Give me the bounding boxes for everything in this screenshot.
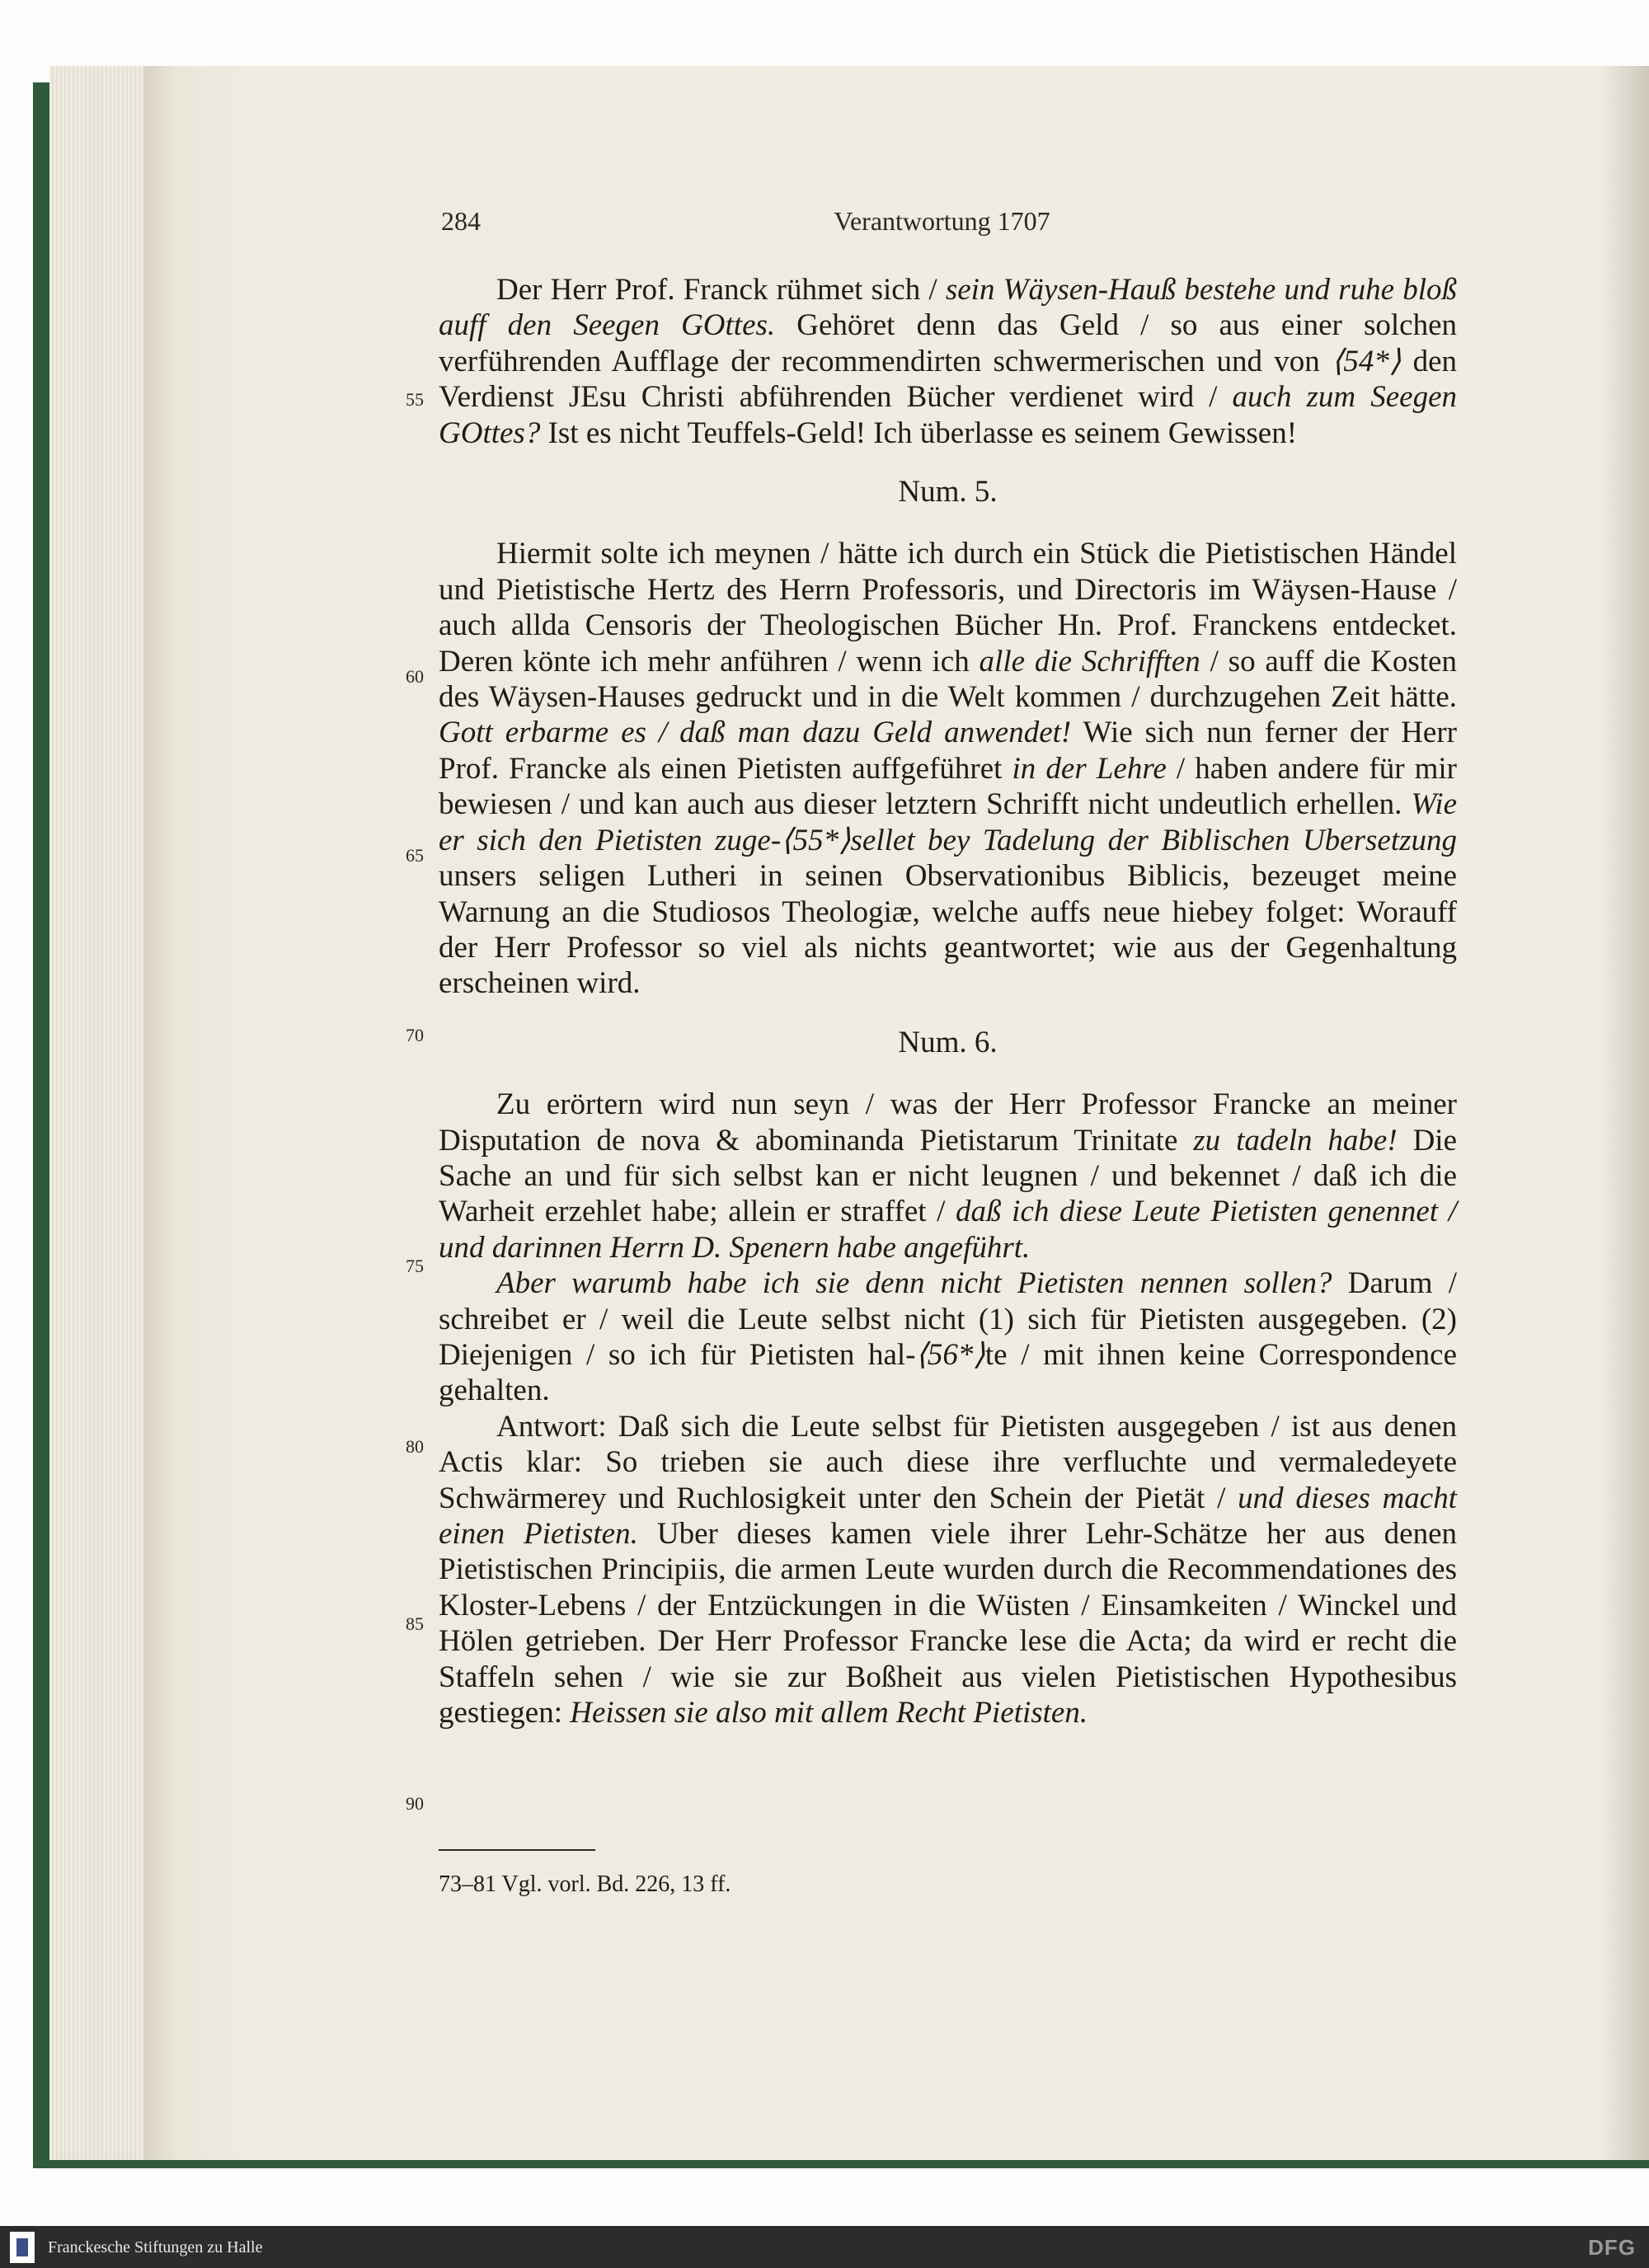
italic-text: sein Wäysen-Hauß bestehe und ruhe bloß auff den Seegen GOttes. <box>439 273 1457 343</box>
italic-text: alle die Schrifften <box>979 644 1200 679</box>
text-run: Hiermit solte ich meynen / hätte ich durch ein Stück die Pietistischen Händel und Pietistische Hertz des Herrn Professoris, und Directoris im Wäysen-Hause / auch allda Censoris der Theologischen Bücher Hn. Prof. Franckens entdecket. Deren könte ich mehr anführen / wenn ich <box>439 537 1457 679</box>
paragraph <box>439 272 1457 451</box>
text-run: Zu erörtern wird nun seyn / was der Herr Professor Francke an meiner Disputation de nova & abominanda Pietistarum Trinitate <box>439 1087 1457 1157</box>
line-number: 65 <box>406 845 424 866</box>
text-run: unsers seligen Lutheri in seinen Observationibus Biblicis, bezeuget meine Warnung an die Studiosos Theologiæ, welche auffs neue hiebey folget: Worauff der Herr Professor so viel als nichts geantwortet; wie aus der Gegenhaltung erscheinen wird. <box>439 859 1457 1001</box>
italic-text: zu tadeln habe! <box>1193 1123 1398 1157</box>
text-run: Antwort: Daß sich die Leute selbst für Pietisten ausgegeben / ist aus denen Actis klar: So trieben sie auch diese ihre verfluchte und vermaledeyete Schwärmerey und Ruchlosigkeit unter den Schein der Pietät / <box>439 1409 1457 1515</box>
text-run: Die Sache an und für sich selbst kan er nicht leugnen / und bekennet / daß ich die Warheit erzehlet habe; allein er straffet / <box>439 1123 1457 1229</box>
line-number: 55 <box>406 389 424 410</box>
italic-text: in der Lehre <box>1012 751 1167 786</box>
text-run: Darum / schreibet er / weil die Leute selbst nicht (1) sich für Pietisten ausgegeben. (2) Diejenigen / so ich für Pietisten hal- <box>439 1266 1457 1372</box>
italic-text: Aber warumb habe ich sie denn nicht Pietisten nennen sollen? <box>496 1266 1332 1301</box>
italic-text: und dieses macht einen Pietisten. <box>439 1481 1457 1551</box>
italic-text: auch zum Seegen GOttes? <box>439 380 1457 450</box>
body-text <box>439 272 1457 1730</box>
paragraph <box>439 1087 1457 1265</box>
text-run: / haben andere für mir bewiesen / und kan auch aus dieser letztern Schrifft nicht undeutlich erhellen. <box>439 751 1457 822</box>
running-head <box>441 206 1443 247</box>
institution-name: Franckesche Stiftungen zu Halle <box>48 2238 263 2256</box>
text-run: Gehöret denn das Geld / so aus einer solchen verführenden Aufflage der recommendirten schwermerischen und von <box>439 308 1457 378</box>
dfg-logo: DFG <box>1588 2235 1636 2260</box>
italic-text: Wie er sich den Pietisten zuge-⟨55*⟩sellet bey Tadelung der Biblischen Ubersetzung <box>439 787 1457 857</box>
text-run: te / mit ihnen keine Correspondence gehalten. <box>439 1337 1457 1408</box>
page-edges <box>49 66 148 2160</box>
section-heading: Num. 6. <box>898 1025 998 1059</box>
footnote-rule <box>439 1849 595 1851</box>
text-run: Uber dieses kamen viele ihrer Lehr-Schätze her aus denen Pietistischen Principiis, die armen Leute wurden durch die Recommendationes des Kloster-Lebens / der Entzückungen in die Wüsten / Einsamkeiten / Winckel und Hölen getrieben. Der Herr Professor Francke lese die Acta; da wird er recht die Staffeln sehen / wie sie zur Boßheit aus vielen Pietistischen Hypothesibus gestiegen: <box>439 1517 1457 1730</box>
italic-text: ⟨56*⟩ <box>915 1337 985 1372</box>
line-number: 75 <box>406 1256 424 1276</box>
text-run: Ist es nicht Teuffels-Geld! Ich überlasse es seinem Gewissen! <box>540 416 1298 450</box>
text-run: Wie sich nun ferner der Herr Prof. Francke als einen Pietisten auffgeführet <box>439 716 1457 786</box>
paragraph <box>439 1409 1457 1731</box>
paragraph <box>439 1265 1457 1409</box>
paragraph <box>439 536 1457 1001</box>
institution-logo-icon <box>10 2232 35 2263</box>
italic-text: ⟨54*⟩ <box>1331 344 1402 378</box>
italic-text: daß ich diese Leute Pietisten genennet / und darinnen Herrn D. Spenern habe angeführt. <box>439 1195 1458 1265</box>
section-heading: Num. 5. <box>898 475 998 509</box>
text-run: / so auff die Kosten des Wäysen-Hauses gedruckt und in die Welt kommen / durchzugehen Zeit hätte. <box>439 644 1457 715</box>
page-number: 284 <box>441 206 481 236</box>
line-number: 85 <box>406 1613 424 1634</box>
text-run: den Verdienst JEsu Christi abführenden Bücher verdienet wird / <box>439 344 1457 415</box>
line-number: 70 <box>406 1025 424 1045</box>
running-title: Verantwortung 1707 <box>834 206 1050 236</box>
page-shadow <box>1600 66 1649 2160</box>
text-run: Der Herr Prof. Franck rühmet sich / <box>496 273 946 307</box>
line-number: 60 <box>406 666 424 687</box>
footnote: 73–81 Vgl. vorl. Bd. 226, 13 ff. <box>439 1871 731 1897</box>
line-number: 90 <box>406 1793 424 1814</box>
line-number: 80 <box>406 1436 424 1457</box>
italic-text: Gott erbarme es / daß man dazu Geld anwendet! <box>439 716 1072 750</box>
italic-text: Heissen sie also mit allem Recht Pietisten. <box>570 1696 1088 1730</box>
